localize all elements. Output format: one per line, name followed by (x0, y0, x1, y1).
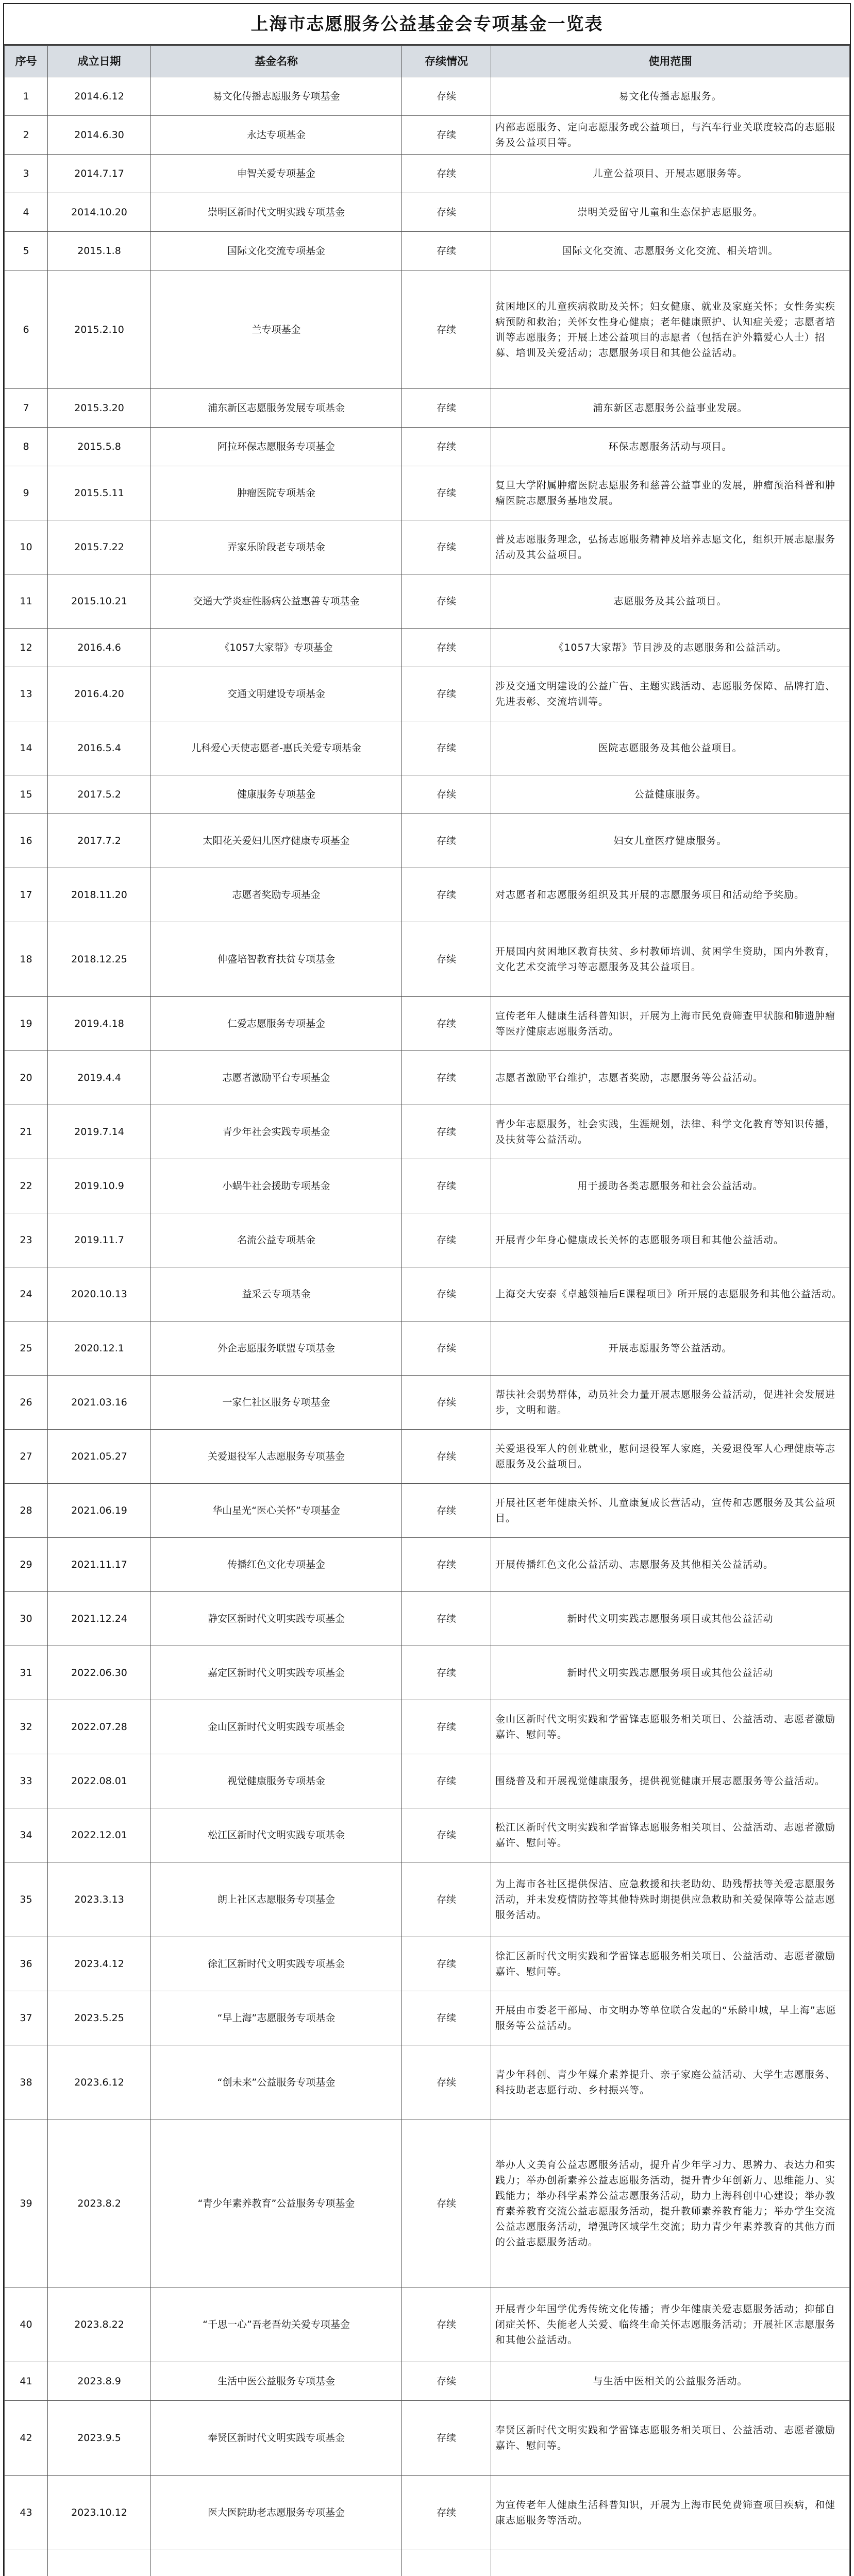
cell-scope: 妇女儿童医疗健康服务。 (491, 814, 850, 868)
cell-no: 11 (5, 574, 48, 629)
cell-date: 2016.4.6 (48, 629, 151, 667)
cell-no: 14 (5, 721, 48, 775)
cell-no: 33 (5, 1754, 48, 1808)
cell-scope: 为上海市各社区提供保洁、应急救援和扶老助幼、助残帮扶等关爱志愿服务活动，并未发疫情防控等其他特殊时期提供应急救助和关爱保障等公益志愿服务活动。 (491, 1862, 850, 1937)
header-status: 存续情况 (402, 46, 491, 77)
cell-fund-name: 阿拉环保志愿服务专项基金 (151, 428, 402, 466)
table-row (5, 1430, 850, 1484)
cell-no: 37 (5, 1991, 48, 2045)
cell-status: 存续 (402, 1646, 491, 1700)
cell-status: 存续 (402, 116, 491, 155)
cell-fund-name: 申智关爱专项基金 (151, 155, 402, 193)
cell-no: 26 (5, 1376, 48, 1430)
table-row (5, 1321, 850, 1376)
cell-date: 2021.05.27 (48, 1430, 151, 1484)
cell-fund-name: 仁爱志愿服务专项基金 (151, 997, 402, 1051)
header-name: 基金名称 (151, 46, 402, 77)
cell-scope: 国际文化交流、志愿服务文化交流、相关培训。 (491, 232, 850, 270)
cell-status: 存续 (402, 721, 491, 775)
cell-date: 2015.10.21 (48, 574, 151, 629)
cell-date: 2018.12.25 (48, 922, 151, 997)
cell-no: 3 (5, 155, 48, 193)
cell-status: 存续 (402, 1267, 491, 1321)
cell-date: 2015.5.8 (48, 428, 151, 466)
cell-no: 28 (5, 1484, 48, 1538)
table-row (5, 1051, 850, 1105)
cell-scope: 复旦大学附属肿瘤医院志愿服务和慈善公益事业的发展，肿瘤预治科普和肿瘤医院志愿服务基地发展。 (491, 466, 850, 520)
table-row (5, 232, 850, 270)
cell-fund-name: 华山星光“医心关怀”专项基金 (151, 1484, 402, 1538)
cell-status: 存续 (402, 1376, 491, 1430)
cell-date: 2014.6.30 (48, 116, 151, 155)
cell-fund-name: 生活中医公益服务专项基金 (151, 2362, 402, 2401)
cell-fund-name: 外企志愿服务联盟专项基金 (151, 1321, 402, 1376)
table-row (5, 1267, 850, 1321)
cell-date: 2023.6.12 (48, 2045, 151, 2120)
cell-no: 40 (5, 2287, 48, 2362)
cell-status: 存续 (402, 667, 491, 721)
table-row (5, 868, 850, 922)
cell-status: 存续 (402, 1484, 491, 1538)
cell-fund-name: 交通文明建设专项基金 (151, 667, 402, 721)
cell-scope: 金山区新时代文明实践和学雷锋志愿服务相关项目、公益活动、志愿者激励嘉许、慰问等。 (491, 1700, 850, 1754)
cell-date: 2016.4.20 (48, 667, 151, 721)
table-row (5, 2550, 850, 2576)
cell-fund-name: 国际文化交流专项基金 (151, 232, 402, 270)
cell-status: 存续 (402, 2045, 491, 2120)
cell-no: 34 (5, 1808, 48, 1862)
cell-no: 42 (5, 2401, 48, 2476)
cell-status: 存续 (402, 2287, 491, 2362)
cell-no: 10 (5, 520, 48, 574)
cell-scope: 涉及交通文明建设的公益广告、主题实践活动、志愿服务保障、品牌打造、先进表彰、交流培训等。 (491, 667, 850, 721)
cell-status: 存续 (402, 270, 491, 389)
cell-fund-name: 益采云专项基金 (151, 1267, 402, 1321)
cell-date: 2021.06.19 (48, 1484, 151, 1538)
cell-status: 存续 (402, 868, 491, 922)
cell-scope: 开展传播红色文化公益活动、志愿服务及其他相关公益活动。 (491, 1538, 850, 1592)
cell-fund-name: 关爱退役军人志愿服务专项基金 (151, 1430, 402, 1484)
cell-date: 2023.3.13 (48, 1862, 151, 1937)
cell-status: 存续 (402, 1159, 491, 1213)
cell-date: 2014.7.17 (48, 155, 151, 193)
cell-no: 39 (5, 2120, 48, 2287)
cell-scope: 举办人文美育公益志愿服务活动，提升青少年学习力、思辨力、表达力和实践力；举办创新素养公益志愿服务活动，提升青少年创新力、思维能力、实践能力；举办科学素养公益志愿服务活动，助力上海科创中心建设；举办教育素养教育交流公益志愿服务活动，提升教师素养教育能力；举办学生交流公益志愿服务活动，增强跨区域学生交流；助力青少年素养教育的其他方面的公益志愿服务活动。 (491, 2120, 850, 2287)
cell-date: 2023.5.25 (48, 1991, 151, 2045)
cell-date: 2023.8.2 (48, 2120, 151, 2287)
table-row (5, 2476, 850, 2550)
header-scope: 使用范围 (491, 46, 850, 77)
cell-scope: 易文化传播志愿服务。 (491, 77, 850, 116)
cell-fund-name: 太阳花关爱妇儿医疗健康专项基金 (151, 814, 402, 868)
cell-date: 2015.2.10 (48, 270, 151, 389)
cell-date: 2019.4.18 (48, 997, 151, 1051)
cell-date: 2016.5.4 (48, 721, 151, 775)
cell-fund-name: 《1057大家帮》专项基金 (151, 629, 402, 667)
cell-status: 存续 (402, 1321, 491, 1376)
table-row (5, 77, 850, 116)
cell-scope: 青少年志愿服务，社会实践，生涯规划，法律、科学文化教育等知识传播，及扶贫等公益活动。 (491, 1105, 850, 1159)
table-row (5, 1105, 850, 1159)
cell-no: 19 (5, 997, 48, 1051)
cell-fund-name: 伸盛培智教育扶贫专项基金 (151, 922, 402, 997)
cell-status: 存续 (402, 2476, 491, 2550)
cell-fund-name: 传播红色文化专项基金 (151, 1538, 402, 1592)
table-row (5, 1991, 850, 2045)
cell-status: 存续 (402, 922, 491, 997)
cell-date: 2015.7.22 (48, 520, 151, 574)
cell-no: 21 (5, 1105, 48, 1159)
cell-status: 存续 (402, 2120, 491, 2287)
cell-scope: 开展社区老年健康关怀、儿童康复成长营活动，宣传和志愿服务及其公益项目。 (491, 1484, 850, 1538)
cell-date: 2019.11.7 (48, 1213, 151, 1267)
table-row (5, 2362, 850, 2401)
cell-fund-name: 静安区新时代文明实践专项基金 (151, 1592, 402, 1646)
cell-no: 18 (5, 922, 48, 997)
cell-fund-name: 视觉健康服务专项基金 (151, 1754, 402, 1808)
cell-date: 2019.7.14 (48, 1105, 151, 1159)
cell-no: 43 (5, 2476, 48, 2550)
table-row (5, 775, 850, 814)
table-row (5, 1808, 850, 1862)
cell-no: 5 (5, 232, 48, 270)
cell-scope: 浦东新区志愿服务公益事业发展。 (491, 389, 850, 428)
cell-no: 25 (5, 1321, 48, 1376)
table-row (5, 1646, 850, 1700)
cell-status (402, 2550, 491, 2576)
cell-status: 存续 (402, 629, 491, 667)
cell-scope (491, 2550, 850, 2576)
cell-fund-name: 名流公益专项基金 (151, 1213, 402, 1267)
cell-date: 2022.06.30 (48, 1646, 151, 1700)
table-row (5, 1376, 850, 1430)
cell-date: 2014.6.12 (48, 77, 151, 116)
cell-status: 存续 (402, 1862, 491, 1937)
cell-scope: 徐汇区新时代文明实践和学雷锋志愿服务相关项目、公益活动、志愿者激励嘉许、慰问等。 (491, 1937, 850, 1991)
cell-fund-name (151, 2550, 402, 2576)
cell-date: 2021.03.16 (48, 1376, 151, 1430)
cell-status: 存续 (402, 1991, 491, 2045)
cell-no: 4 (5, 193, 48, 232)
cell-no: 32 (5, 1700, 48, 1754)
cell-date: 2017.7.2 (48, 814, 151, 868)
cell-date: 2020.10.13 (48, 1267, 151, 1321)
table-row (5, 520, 850, 574)
cell-fund-name: 弄家乐阶段老专项基金 (151, 520, 402, 574)
table-row (5, 922, 850, 997)
cell-no: 17 (5, 868, 48, 922)
cell-scope: 普及志愿服务理念，弘扬志愿服务精神及培养志愿文化，组织开展志愿服务活动及其公益项目。 (491, 520, 850, 574)
cell-date: 2018.11.20 (48, 868, 151, 922)
cell-scope: 贫困地区的儿童疾病救助及关怀；妇女健康、就业及家庭关怀；女性务实疾病预防和救治；关怀女性身心健康；老年健康照护、认知症关爱；志愿者培训等志愿服务；开展上述公益项目的志愿者（包括在沪外籍爱心人士）招募、培训及关爱活动；志愿服务项目和其他公益活动。 (491, 270, 850, 389)
cell-fund-name: 易文化传播志愿服务专项基金 (151, 77, 402, 116)
cell-date: 2023.9.5 (48, 2401, 151, 2476)
cell-scope: 上海交大安泰《卓越领袖后E课程项目》所开展的志愿服务和其他公益活动。 (491, 1267, 850, 1321)
cell-no: 9 (5, 466, 48, 520)
cell-no: 31 (5, 1646, 48, 1700)
table-row (5, 193, 850, 232)
cell-fund-name: 健康服务专项基金 (151, 775, 402, 814)
table-body (5, 77, 850, 2576)
cell-fund-name: 徐汇区新时代文明实践专项基金 (151, 1937, 402, 1991)
cell-status: 存续 (402, 193, 491, 232)
cell-date: 2021.11.17 (48, 1538, 151, 1592)
cell-fund-name: 一家仁社区服务专项基金 (151, 1376, 402, 1430)
cell-date: 2020.12.1 (48, 1321, 151, 1376)
cell-fund-name: 浦东新区志愿服务发展专项基金 (151, 389, 402, 428)
table-row (5, 428, 850, 466)
cell-status: 存续 (402, 997, 491, 1051)
cell-fund-name: 小蜗牛社会援助专项基金 (151, 1159, 402, 1213)
document-page (3, 3, 851, 2576)
table-row (5, 1700, 850, 1754)
cell-scope: 公益健康服务。 (491, 775, 850, 814)
cell-date (48, 2550, 151, 2576)
table-row (5, 721, 850, 775)
cell-fund-name: 永达专项基金 (151, 116, 402, 155)
cell-scope: 医院志愿服务及其他公益项目。 (491, 721, 850, 775)
cell-status: 存续 (402, 389, 491, 428)
cell-date: 2022.07.28 (48, 1700, 151, 1754)
table-row (5, 2045, 850, 2120)
header-no: 序号 (5, 46, 48, 77)
cell-date: 2023.4.12 (48, 1937, 151, 1991)
cell-scope: 新时代文明实践志愿服务项目或其他公益活动 (491, 1646, 850, 1700)
cell-fund-name: 志愿者奖励专项基金 (151, 868, 402, 922)
cell-status: 存续 (402, 2401, 491, 2476)
cell-no: 2 (5, 116, 48, 155)
cell-status: 存续 (402, 1051, 491, 1105)
cell-status: 存续 (402, 428, 491, 466)
cell-fund-name: 奉贤区新时代文明实践专项基金 (151, 2401, 402, 2476)
cell-fund-name: 金山区新时代文明实践专项基金 (151, 1700, 402, 1754)
table-row (5, 1213, 850, 1267)
table-row (5, 1937, 850, 1991)
table-row (5, 270, 850, 389)
cell-status: 存续 (402, 1937, 491, 1991)
cell-no: 22 (5, 1159, 48, 1213)
cell-date: 2017.5.2 (48, 775, 151, 814)
cell-fund-name: 肿瘤医院专项基金 (151, 466, 402, 520)
table-row (5, 155, 850, 193)
cell-fund-name: “青少年素养教育”公益服务专项基金 (151, 2120, 402, 2287)
cell-status: 存续 (402, 1430, 491, 1484)
cell-fund-name: 朗上社区志愿服务专项基金 (151, 1862, 402, 1937)
cell-scope: 与生活中医相关的公益服务活动。 (491, 2362, 850, 2401)
cell-scope: 开展国内贫困地区教育扶贫、乡村教师培训、贫困学生资助，国内外教育，文化艺术交流学习等志愿服务及其公益项目。 (491, 922, 850, 997)
cell-scope: 开展志愿服务等公益活动。 (491, 1321, 850, 1376)
cell-scope: 《1057大家帮》节目涉及的志愿服务和公益活动。 (491, 629, 850, 667)
table-row (5, 1538, 850, 1592)
cell-status: 存续 (402, 775, 491, 814)
cell-no: 12 (5, 629, 48, 667)
cell-fund-name: 松江区新时代文明实践专项基金 (151, 1808, 402, 1862)
table-row (5, 629, 850, 667)
table-row (5, 1484, 850, 1538)
table-row (5, 1754, 850, 1808)
cell-status: 存续 (402, 1754, 491, 1808)
cell-no: 38 (5, 2045, 48, 2120)
cell-status: 存续 (402, 232, 491, 270)
cell-date: 2015.5.11 (48, 466, 151, 520)
cell-date: 2015.3.20 (48, 389, 151, 428)
cell-date: 2023.10.12 (48, 2476, 151, 2550)
cell-scope: 奉贤区新时代文明实践和学雷锋志愿服务相关项目、公益活动、志愿者激励嘉许、慰问等。 (491, 2401, 850, 2476)
cell-fund-name: 医大医院助老志愿服务专项基金 (151, 2476, 402, 2550)
table-row (5, 116, 850, 155)
table-row (5, 574, 850, 629)
cell-no: 36 (5, 1937, 48, 1991)
cell-date: 2014.10.20 (48, 193, 151, 232)
cell-fund-name: 交通大学炎症性肠病公益惠善专项基金 (151, 574, 402, 629)
cell-scope: 开展青少年国学优秀传统文化传播；青少年健康关爱志愿服务活动；抑郁自闭症关怀、失能老人关爱、临终生命关怀志愿服务活动；开展社区志愿服务和其他公益活动。 (491, 2287, 850, 2362)
cell-no: 7 (5, 389, 48, 428)
table-row (5, 2401, 850, 2476)
cell-fund-name: 嘉定区新时代文明实践专项基金 (151, 1646, 402, 1700)
cell-scope: 新时代文明实践志愿服务项目或其他公益活动 (491, 1592, 850, 1646)
cell-no: 16 (5, 814, 48, 868)
cell-no: 23 (5, 1213, 48, 1267)
cell-no: 13 (5, 667, 48, 721)
cell-scope: 对志愿者和志愿服务组织及其开展的志愿服务项目和活动给予奖励。 (491, 868, 850, 922)
cell-date: 2019.4.4 (48, 1051, 151, 1105)
cell-fund-name: 兰专项基金 (151, 270, 402, 389)
cell-scope: 为宣传老年人健康生活科普知识，开展为上海市民免费筛查项目疾病，和健康志愿服务等活动。 (491, 2476, 850, 2550)
cell-scope: 围绕普及和开展视觉健康服务，提供视觉健康开展志愿服务等公益活动。 (491, 1754, 850, 1808)
cell-fund-name: 青少年社会实践专项基金 (151, 1105, 402, 1159)
cell-no: 24 (5, 1267, 48, 1321)
cell-scope: 环保志愿服务活动与项目。 (491, 428, 850, 466)
cell-no: 27 (5, 1430, 48, 1484)
cell-scope: 宣传老年人健康生活科普知识，开展为上海市民免费筛查甲状腺和肺遗肿瘤等医疗健康志愿服务活动。 (491, 997, 850, 1051)
cell-scope: 开展青少年身心健康成长关怀的志愿服务项目和其他公益活动。 (491, 1213, 850, 1267)
cell-scope: 帮扶社会弱势群体，动员社会力量开展志愿服务公益活动，促进社会发展进步，文明和谐。 (491, 1376, 850, 1430)
cell-status: 存续 (402, 574, 491, 629)
cell-status: 存续 (402, 466, 491, 520)
table-row (5, 1862, 850, 1937)
cell-no: 15 (5, 775, 48, 814)
cell-scope: 青少年科创、青少年媒介素养提升、亲子家庭公益活动、大学生志愿服务、科技助老志愿行动、乡村振兴等。 (491, 2045, 850, 2120)
cell-status: 存续 (402, 1592, 491, 1646)
cell-status: 存续 (402, 814, 491, 868)
cell-date: 2015.1.8 (48, 232, 151, 270)
header-date: 成立日期 (48, 46, 151, 77)
table-row (5, 1159, 850, 1213)
cell-fund-name: 崇明区新时代文明实践专项基金 (151, 193, 402, 232)
cell-status: 存续 (402, 77, 491, 116)
cell-status: 存续 (402, 1538, 491, 1592)
cell-date: 2019.10.9 (48, 1159, 151, 1213)
cell-no: 8 (5, 428, 48, 466)
cell-fund-name: 志愿者激励平台专项基金 (151, 1051, 402, 1105)
cell-no: 1 (5, 77, 48, 116)
cell-no: 29 (5, 1538, 48, 1592)
cell-fund-name: “千思一心”吾老吾幼关爱专项基金 (151, 2287, 402, 2362)
cell-status: 存续 (402, 1213, 491, 1267)
cell-scope: 志愿服务及其公益项目。 (491, 574, 850, 629)
table-row (5, 814, 850, 868)
cell-scope: 关爱退役军人的创业就业，慰问退役军人家庭，关爱退役军人心理健康等志愿服务及公益项目。 (491, 1430, 850, 1484)
table-header-row (5, 46, 850, 77)
table-row (5, 389, 850, 428)
cell-scope: 志愿者激励平台维护，志愿者奖励，志愿服务等公益活动。 (491, 1051, 850, 1105)
cell-status: 存续 (402, 520, 491, 574)
cell-scope: 崇明关爱留守儿童和生态保护志愿服务。 (491, 193, 850, 232)
table-row (5, 997, 850, 1051)
cell-status: 存续 (402, 1105, 491, 1159)
cell-fund-name: “创未来”公益服务专项基金 (151, 2045, 402, 2120)
table-row (5, 1592, 850, 1646)
cell-status: 存续 (402, 1700, 491, 1754)
cell-date: 2022.12.01 (48, 1808, 151, 1862)
table-row (5, 466, 850, 520)
cell-status: 存续 (402, 155, 491, 193)
cell-scope: 开展由市委老干部局、市文明办等单位联合发起的“乐龄申城，早上海”志愿服务等公益活动。 (491, 1991, 850, 2045)
cell-date: 2021.12.24 (48, 1592, 151, 1646)
cell-no: 35 (5, 1862, 48, 1937)
table-row (5, 2287, 850, 2362)
cell-date: 2023.8.22 (48, 2287, 151, 2362)
cell-no: 20 (5, 1051, 48, 1105)
cell-no (5, 2550, 48, 2576)
cell-no: 41 (5, 2362, 48, 2401)
cell-status: 存续 (402, 1808, 491, 1862)
cell-scope: 儿童公益项目、开展志愿服务等。 (491, 155, 850, 193)
cell-scope: 用于援助各类志愿服务和社会公益活动。 (491, 1159, 850, 1213)
cell-no: 30 (5, 1592, 48, 1646)
page-title: 上海市志愿服务公益基金会专项基金一览表 (4, 4, 850, 45)
cell-scope: 松江区新时代文明实践和学雷锋志愿服务相关项目、公益活动、志愿者激励嘉许、慰问等。 (491, 1808, 850, 1862)
cell-scope: 内部志愿服务、定向志愿服务或公益项目，与汽车行业关联度较高的志愿服务及公益项目等。 (491, 116, 850, 155)
cell-date: 2023.8.9 (48, 2362, 151, 2401)
cell-fund-name: 儿科爱心天使志愿者-惠氏关爱专项基金 (151, 721, 402, 775)
cell-no: 6 (5, 270, 48, 389)
cell-fund-name: “早上海”志愿服务专项基金 (151, 1991, 402, 2045)
table-row (5, 2120, 850, 2287)
table-row (5, 667, 850, 721)
cell-date: 2022.08.01 (48, 1754, 151, 1808)
cell-status: 存续 (402, 2362, 491, 2401)
fund-table (4, 45, 850, 2576)
